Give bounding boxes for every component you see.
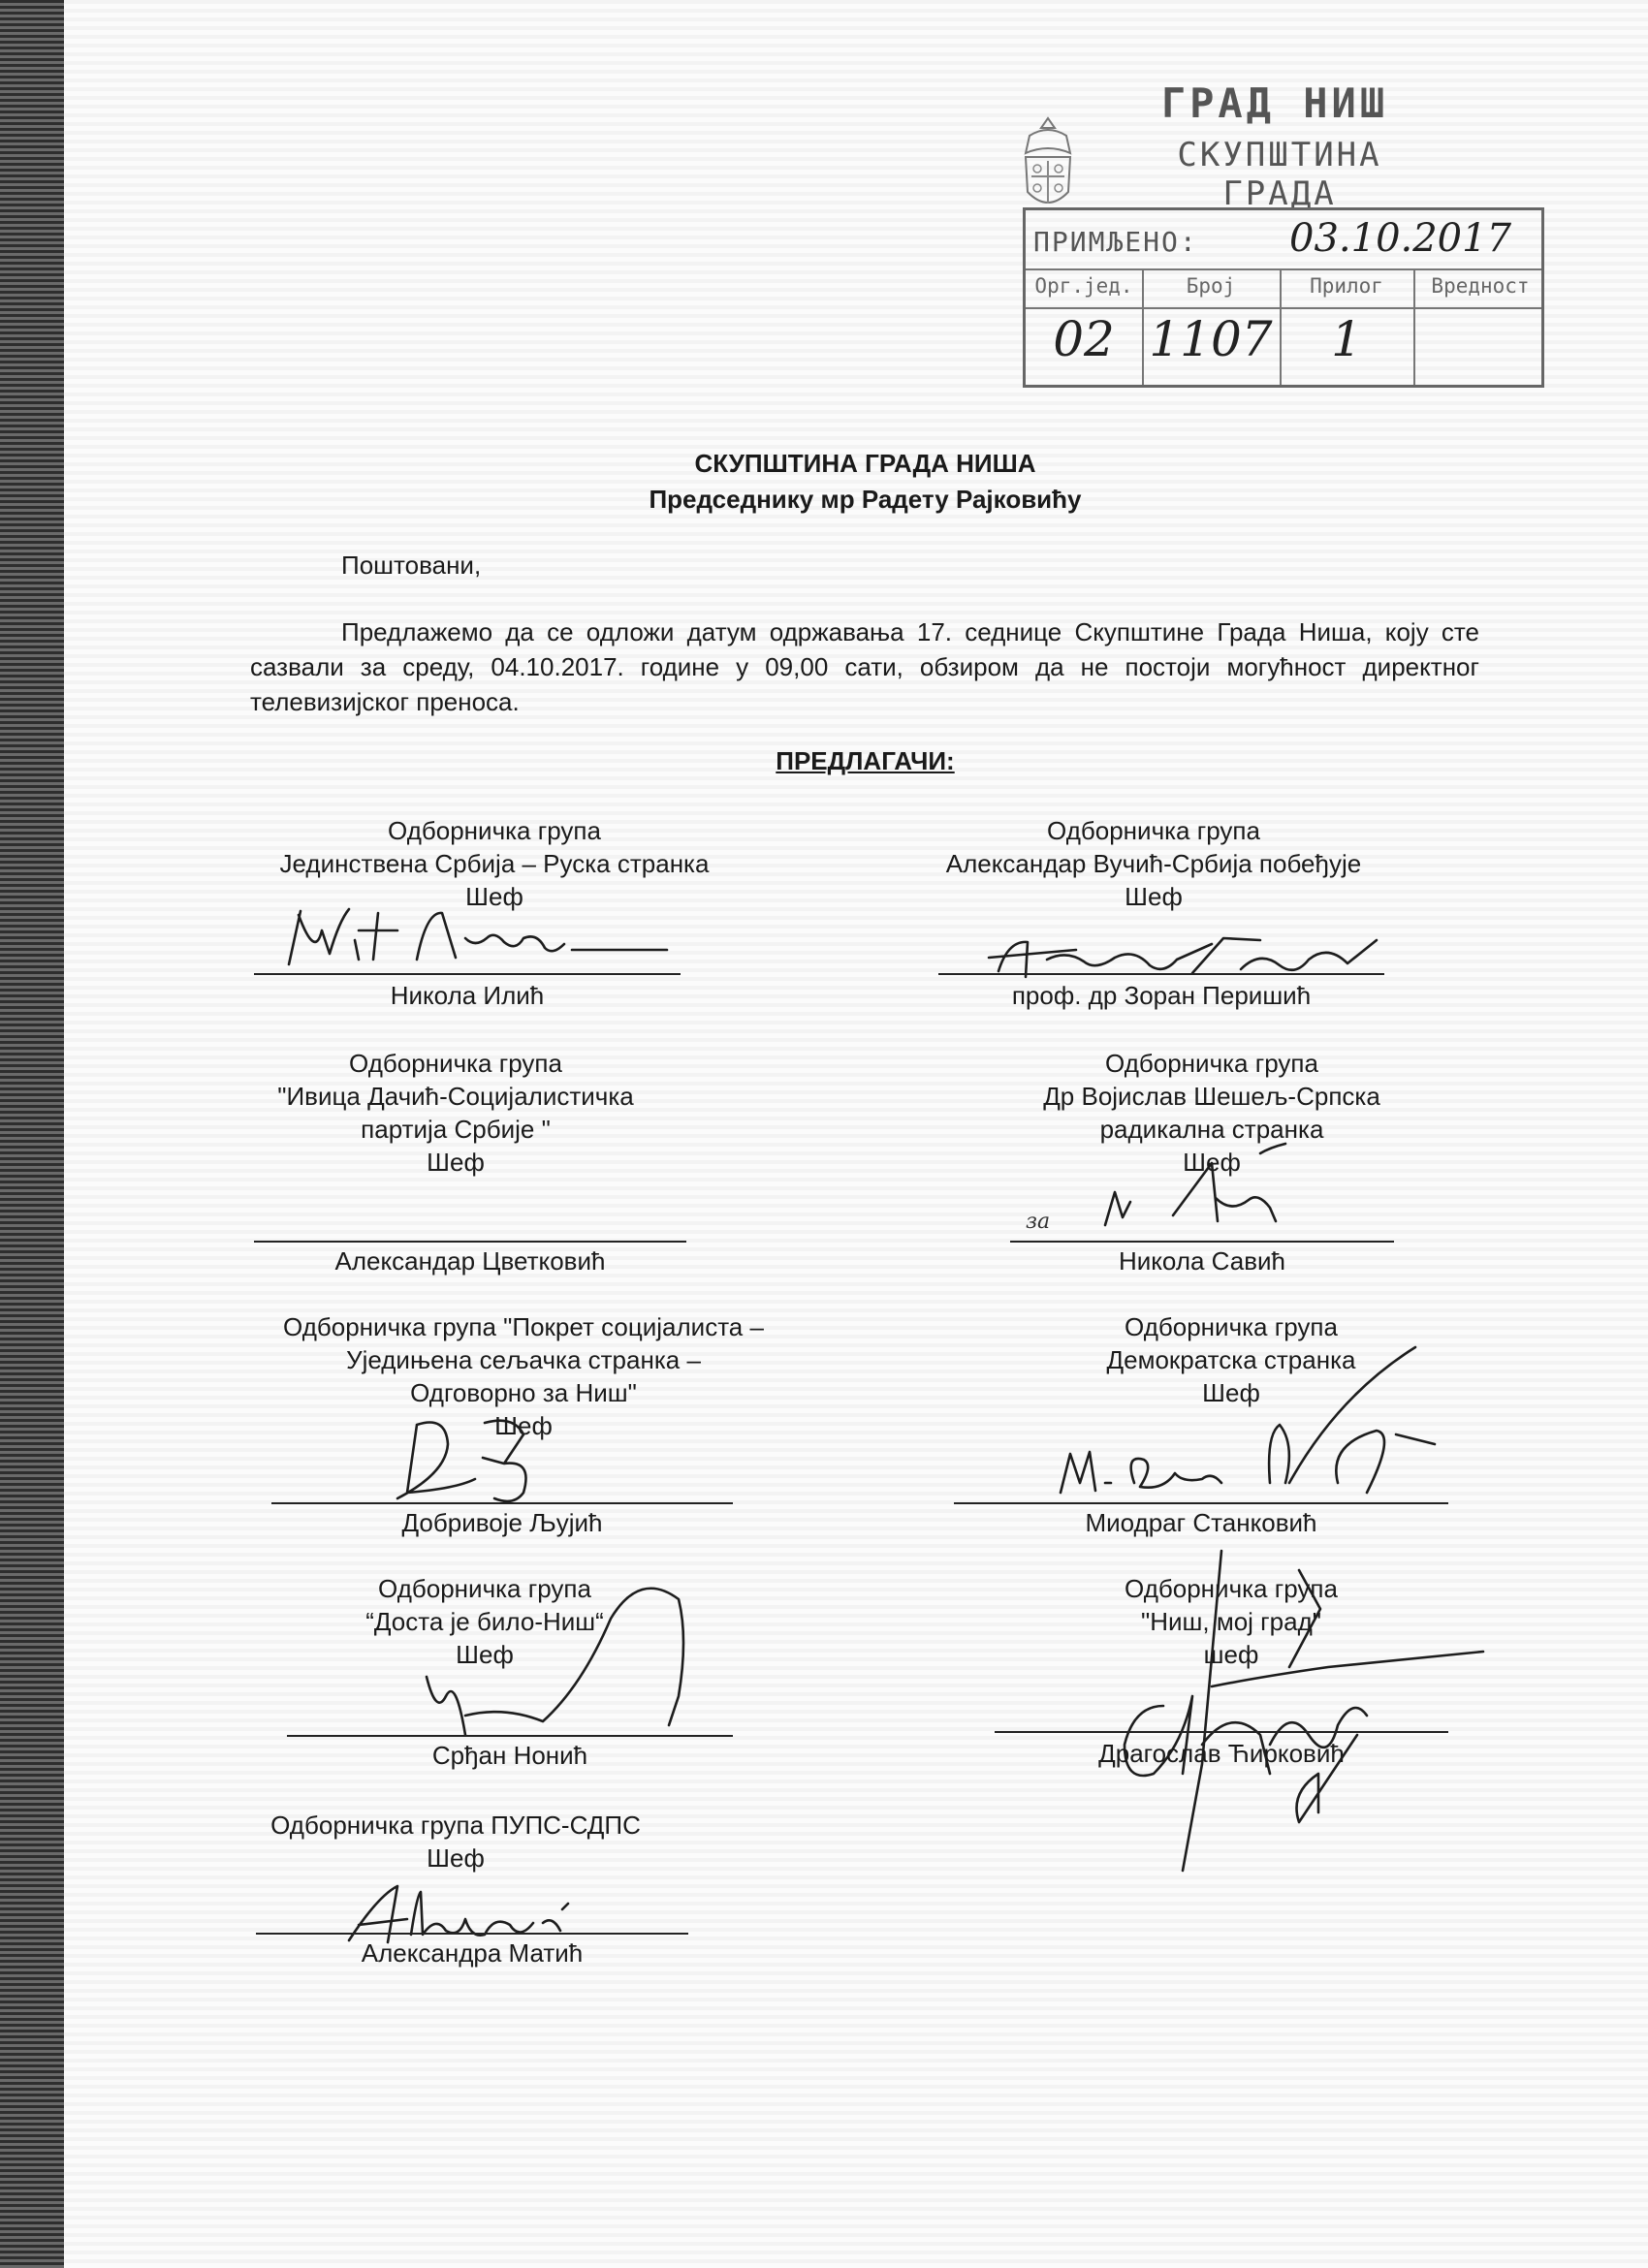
group-role: Шеф [427, 1843, 485, 1873]
group-title: Одборничка група [349, 1049, 562, 1078]
group-role: Шеф [427, 1148, 485, 1177]
stamp-header-number: Број [1186, 274, 1236, 298]
group-title: Одборничка група ПУПС-СДПС [270, 1811, 641, 1840]
coat-of-arms-icon [1016, 114, 1080, 221]
scan-edge [0, 0, 64, 2268]
stamp-value-org-unit: 02 [1053, 311, 1115, 367]
signature-line [954, 1502, 1448, 1504]
addressee-line-1: СКУПШТИНА ГРАДА НИША [694, 449, 1036, 478]
stamp-title: ГРАД НИШ [1160, 79, 1389, 127]
signatory-name: Срђан Нонић [431, 1741, 588, 1770]
stamp-value-attachment: 1 [1331, 311, 1362, 367]
signature-graphic [969, 921, 1396, 989]
signatory-name: Добривоје Љујић [401, 1508, 603, 1537]
stamp-received-date: 03.10.2017 [1289, 216, 1512, 261]
group-name-cont: партија Србије " [361, 1115, 551, 1144]
group-name: Александар Вучић-Србија побеђује [945, 849, 1362, 878]
stamp-received-label: ПРИМЉЕНО: [1033, 226, 1198, 258]
group-name: Др Војислав Шешељ-Српска [1043, 1082, 1380, 1111]
group-name: "Ивица Дачић-Социјалистичка [277, 1082, 634, 1111]
letter-body: Предлажемо да се одложи датум одржавања 17. седнице Скупштине Града Ниша, коју сте сазвали за среду, 04.10.2017. године у 09,00 сати, обзиром да не постоји могућност директног телевизијског преноса. [250, 617, 1479, 716]
group-name: Уједињена сељачка странка – [346, 1345, 701, 1374]
signature-line [995, 1731, 1448, 1733]
signature-line [256, 1933, 688, 1935]
group-role: шеф [1203, 1640, 1259, 1669]
signature-graphic [1066, 1551, 1493, 1880]
group-role: Шеф [1202, 1378, 1260, 1407]
signatory-name: Никола Савић [1118, 1246, 1286, 1276]
signature-line [271, 1502, 733, 1504]
group-name-cont: радикална странка [1099, 1115, 1324, 1144]
group-name: "Ниш, мој град" [1141, 1607, 1321, 1636]
group-title: Одборничка група "Покрет социјалиста – [283, 1312, 764, 1341]
group-name: “Доста је било-Ниш“ [365, 1607, 604, 1636]
signature-graphic [407, 1580, 698, 1754]
group-role: Шеф [456, 1640, 514, 1669]
signatory-name: Александар Цветковић [334, 1246, 606, 1276]
stamp-subtitle: СКУПШТИНА ГРАДА [1177, 136, 1382, 213]
greeting: Поштовани, [341, 551, 482, 580]
signatory-name: Миодраг Станковић [1085, 1508, 1317, 1537]
stamp-value-number: 1107 [1149, 311, 1273, 367]
signature-note: за [1026, 1210, 1051, 1234]
stamp-header-value: Вредност [1431, 274, 1530, 298]
signature-graphic [1086, 1124, 1338, 1241]
group-title: Одборничка група [1125, 1574, 1338, 1603]
received-stamp [1023, 207, 1544, 388]
signatory-name: проф. др Зоран Перишић [1011, 981, 1312, 1010]
addressee-line-2: Председнику мр Радету Рајковићу [649, 485, 1082, 514]
signature-line [1010, 1241, 1394, 1243]
group-role: Шеф [1125, 882, 1183, 911]
group-role: Шеф [494, 1411, 553, 1440]
group-name: Јединствена Србија – Руска странка [279, 849, 710, 878]
group-title: Одборничка група [1047, 816, 1260, 845]
group-role: Шеф [1183, 1148, 1241, 1177]
stamp-header-org-unit: Орг.јед. [1034, 274, 1133, 298]
group-block-3 [233, 1047, 679, 1179]
signatory-name: Драгослав Ћирковић [1098, 1739, 1345, 1768]
proposers-heading: ПРЕДЛАГАЧИ: [776, 746, 955, 775]
group-name: Демократска странка [1106, 1345, 1356, 1374]
signature-line [254, 1241, 686, 1243]
group-role: Шеф [465, 882, 523, 911]
signatory-name: Александра Матић [361, 1938, 584, 1968]
signature-line [938, 973, 1384, 975]
group-title: Одборничка група [1125, 1312, 1338, 1341]
group-title: Одборничка група [1105, 1049, 1318, 1078]
group-name-cont: Одговорно за Ниш" [410, 1378, 637, 1407]
group-title: Одборничка група [388, 816, 601, 845]
signature-line [287, 1735, 733, 1737]
group-block-9 [233, 1809, 679, 1874]
signature-line [254, 973, 681, 975]
group-title: Одборничка група [378, 1574, 591, 1603]
stamp-header-attachment: Прилог [1310, 274, 1383, 298]
signatory-name: Никола Илић [390, 981, 545, 1010]
signature-graphic [262, 892, 688, 979]
signature-graphic [378, 1405, 562, 1512]
signature-graphic [1047, 1338, 1454, 1512]
group-block-2 [882, 814, 1425, 913]
